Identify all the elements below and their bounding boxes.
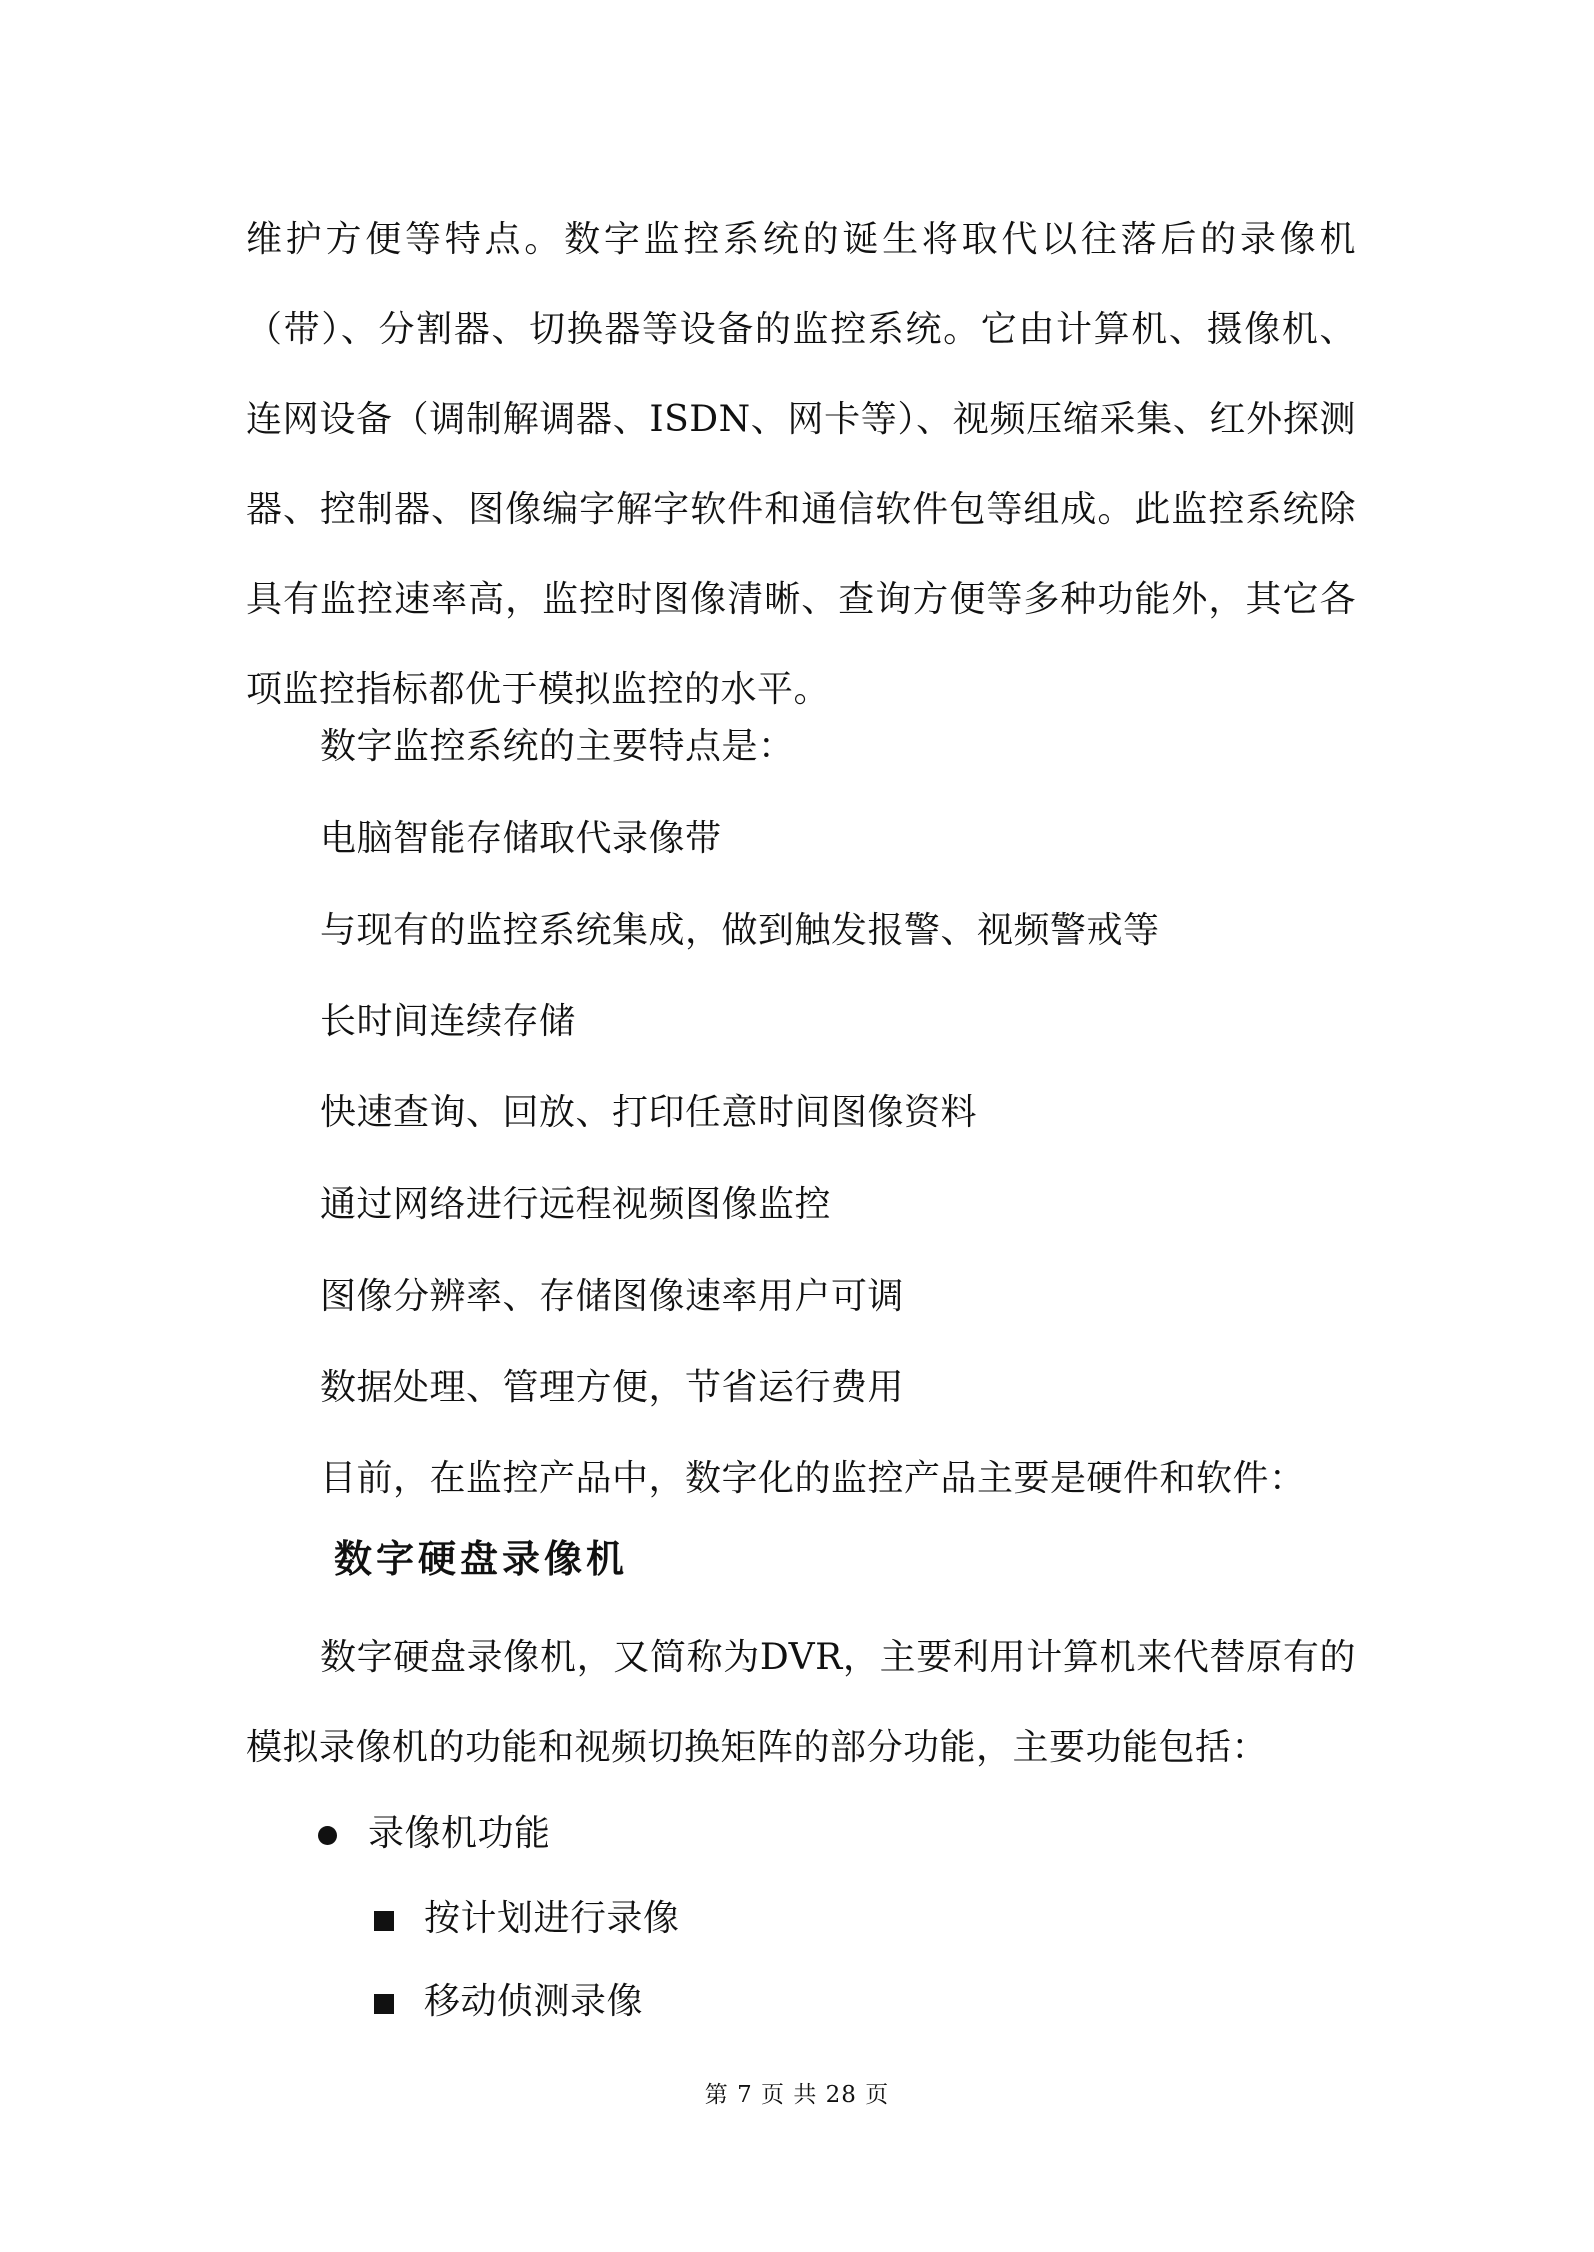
- page-number-footer: 第 7 页 共 28 页: [704, 2082, 890, 2108]
- feature-item: 快速查询、回放、打印任意时间图像资料: [320, 1092, 978, 1133]
- feature-item: 图像分辨率、存储图像速率用户可调: [320, 1276, 905, 1317]
- features-title: 数字监控系统的主要特点是：: [320, 726, 795, 767]
- bullet-item-level1: 录像机功能: [368, 1813, 551, 1854]
- feature-item: 与现有的监控系统集成，做到触发报警、视频警戒等: [320, 910, 1160, 951]
- section-heading: 数字硬盘录像机: [334, 1537, 629, 1581]
- bullet-item-level2: 按计划进行录像: [424, 1898, 680, 1939]
- dvr-paragraph: 数字硬盘录像机，又简称为DVR，主要利用计算机来代替原有的模拟录像机的功能和视频切换矩阵的部分功能，主要功能包括：: [246, 1637, 1356, 1768]
- feature-item: 数据处理、管理方便，节省运行费用: [320, 1367, 905, 1408]
- feature-item: 通过网络进行远程视频图像监控: [320, 1184, 832, 1225]
- feature-item: 长时间连续存储: [320, 1001, 576, 1042]
- intro-paragraph: 维护方便等特点。数字监控系统的诞生将取代以往落后的录像机（带）、分割器、切换器等设备的监控系统。它由计算机、摄像机、连网设备（调制解调器、ISDN、网卡等）、视频压缩采集、红外探测器、控制器、图像编字解字软件和通信软件包等组成。此监控系统除具有监控速率高，监控时图像清晰、查询方便等多种功能外，其它各项监控指标都优于模拟监控的水平。: [246, 219, 1356, 710]
- bullet-square-icon: [374, 1994, 394, 2014]
- feature-item: 电脑智能存储取代录像带: [320, 818, 722, 859]
- products-intro: 目前，在监控产品中，数字化的监控产品主要是硬件和软件：: [320, 1458, 1306, 1499]
- bullet-dot-icon: [318, 1826, 337, 1845]
- bullet-item-level2: 移动侦测录像: [424, 1981, 644, 2022]
- bullet-square-icon: [374, 1911, 394, 1931]
